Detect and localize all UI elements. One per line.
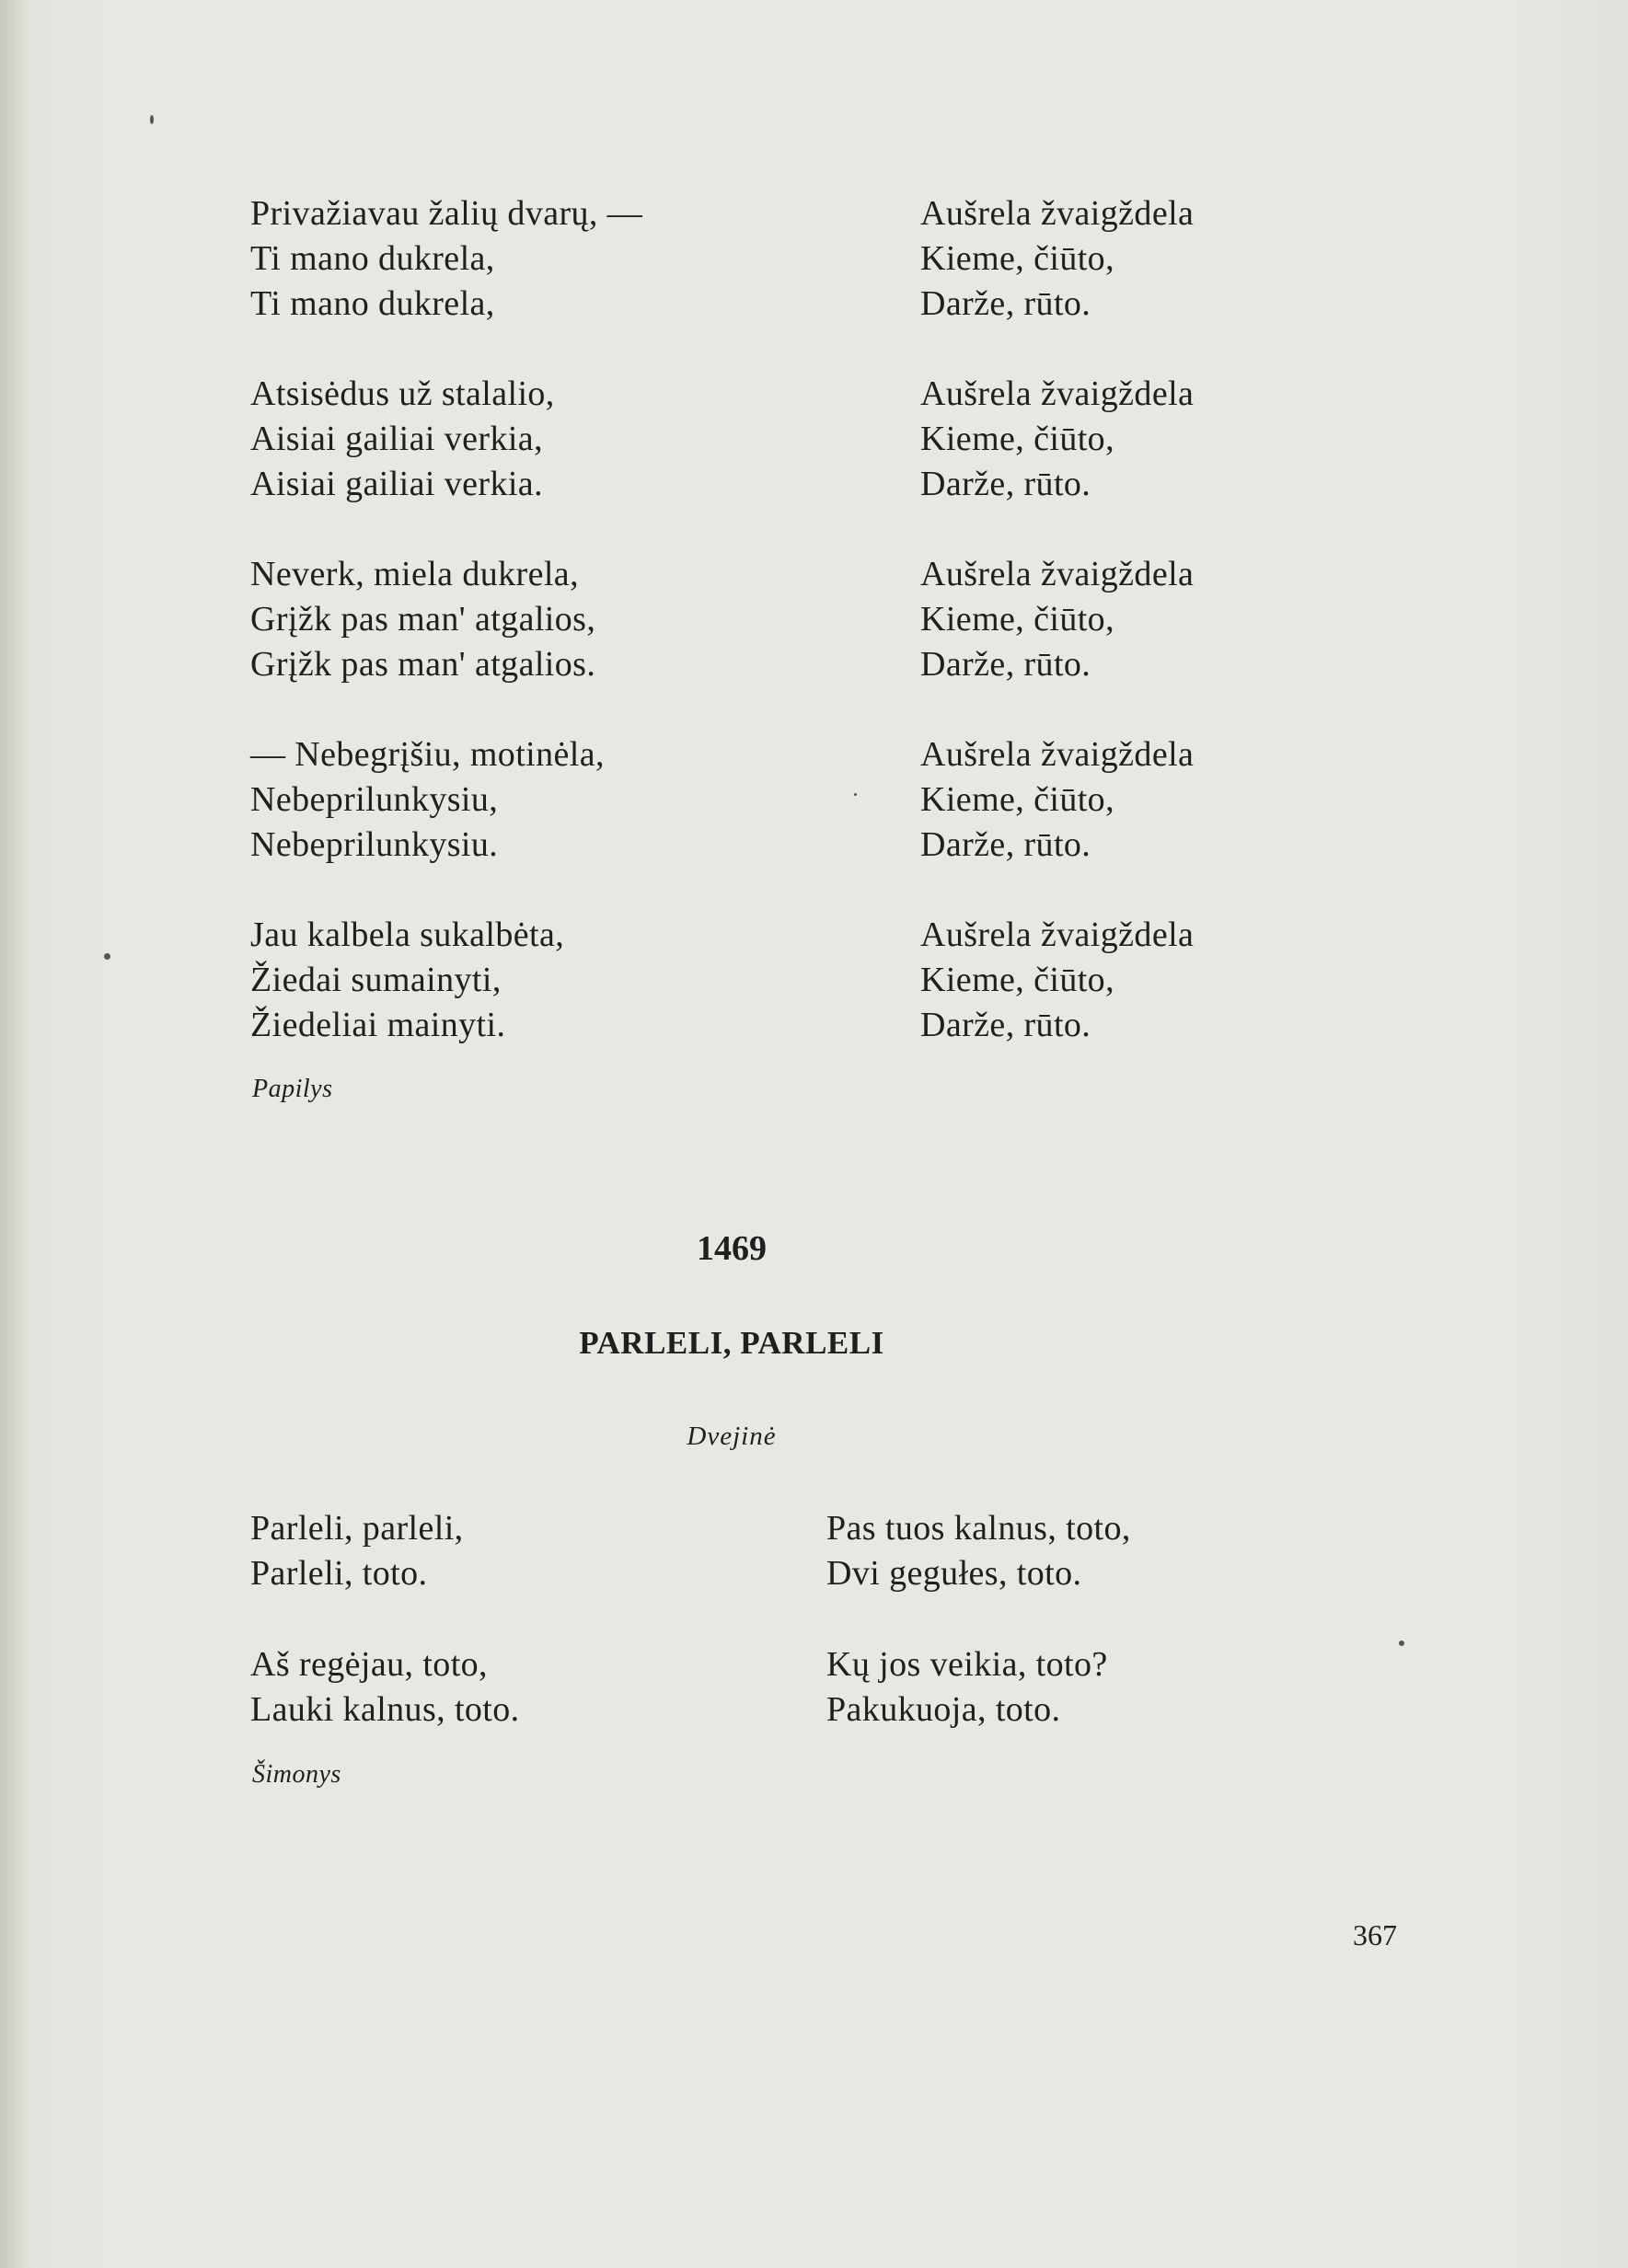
stanza-4-left — [250, 732, 605, 868]
verse-line: — Nebegrįšiu, motinėla, — [250, 735, 605, 774]
place-of-recording: Šimonys — [252, 1760, 341, 1789]
refrain-line: Aušrela žvaigždela — [920, 555, 1195, 593]
refrain-line: Darže, rūto. — [920, 465, 1091, 503]
verse-line: Atsisėdus už stalalio, — [250, 374, 555, 413]
refrain-line: Kieme, čiūto, — [920, 600, 1114, 639]
refrain-line: Kieme, čiūto, — [920, 780, 1114, 819]
stanza-3-refrain — [920, 552, 1194, 687]
refrain-line: Kieme, čiūto, — [920, 420, 1114, 458]
verse-line: Parleli, parleli, — [250, 1509, 464, 1548]
verse-line: Grįžk pas man' atgalios. — [250, 645, 596, 684]
stanza-3-left — [250, 552, 595, 687]
refrain-line: Darže, rūto. — [920, 284, 1091, 323]
verse-line: Kų jos veikia, toto? — [826, 1645, 1108, 1684]
refrain-line: Darže, rūto. — [920, 825, 1091, 864]
paper-speck — [854, 793, 857, 796]
song-number: 1469 — [697, 1229, 767, 1268]
paper-speck — [104, 953, 110, 960]
place-of-recording: Papilys — [252, 1075, 333, 1103]
verse-line: Pakukuoja, toto. — [826, 1690, 1061, 1729]
verse-line: Nebeprilunkysiu. — [250, 825, 499, 864]
verse-line: Privažiavau žalių dvarų, — — [250, 194, 643, 233]
verse-line: Aisiai gailiai verkia, — [250, 420, 543, 458]
verse-line: Ti mano dukrela, — [250, 284, 495, 323]
song-1469-stanza-2-left — [250, 1642, 520, 1733]
song-subtitle: Dvejinė — [687, 1422, 777, 1451]
verse-line: Grįžk pas man' atgalios, — [250, 600, 596, 639]
verse-line: Parleli, toto. — [250, 1554, 428, 1593]
stanza-1-left — [250, 191, 642, 327]
verse-line: Aisiai gailiai verkia. — [250, 465, 543, 503]
refrain-line: Darže, rūto. — [920, 645, 1091, 684]
stanza-1-refrain — [920, 191, 1194, 327]
refrain-line: Kieme, čiūto, — [920, 961, 1114, 999]
paper-speck — [1399, 1641, 1404, 1646]
song-title: PARLELI, PARLELI — [579, 1325, 884, 1361]
stanza-5-left — [250, 913, 564, 1048]
paper-speck — [150, 115, 154, 124]
song-1469-stanza-1-left — [250, 1506, 464, 1596]
stanza-2-left — [250, 372, 555, 507]
page-number: 367 — [1353, 1918, 1397, 1951]
verse-line: Lauki kalnus, toto. — [250, 1690, 520, 1729]
song-1469-stanza-1-right — [826, 1506, 1131, 1596]
verse-line: Žiedai sumainyti, — [250, 961, 502, 999]
verse-line: Jau kalbela sukalbėta, — [250, 915, 565, 954]
refrain-line: Darže, rūto. — [920, 1006, 1091, 1044]
refrain-line: Aušrela žvaigždela — [920, 735, 1195, 774]
stanza-5-refrain — [920, 913, 1194, 1048]
verse-line: Aš regėjau, toto, — [250, 1645, 488, 1684]
verse-line: Dvi gegułes, toto. — [826, 1554, 1082, 1593]
refrain-line: Aušrela žvaigždela — [920, 374, 1195, 413]
song-1469-stanza-2-right — [826, 1642, 1108, 1733]
refrain-line: Aušrela žvaigždela — [920, 194, 1195, 233]
refrain-line: Kieme, čiūto, — [920, 239, 1114, 278]
stanza-4-refrain — [920, 732, 1194, 868]
verse-line: Ti mano dukrela, — [250, 239, 495, 278]
binding-shadow — [0, 0, 26, 2268]
refrain-line: Aušrela žvaigždela — [920, 915, 1195, 954]
verse-line: Žiedeliai mainyti. — [250, 1006, 506, 1044]
verse-line: Pas tuos kalnus, toto, — [826, 1509, 1131, 1548]
stanza-2-refrain — [920, 372, 1194, 507]
verse-line: Nebeprilunkysiu, — [250, 780, 499, 819]
verse-line: Neverk, miela dukrela, — [250, 555, 579, 593]
